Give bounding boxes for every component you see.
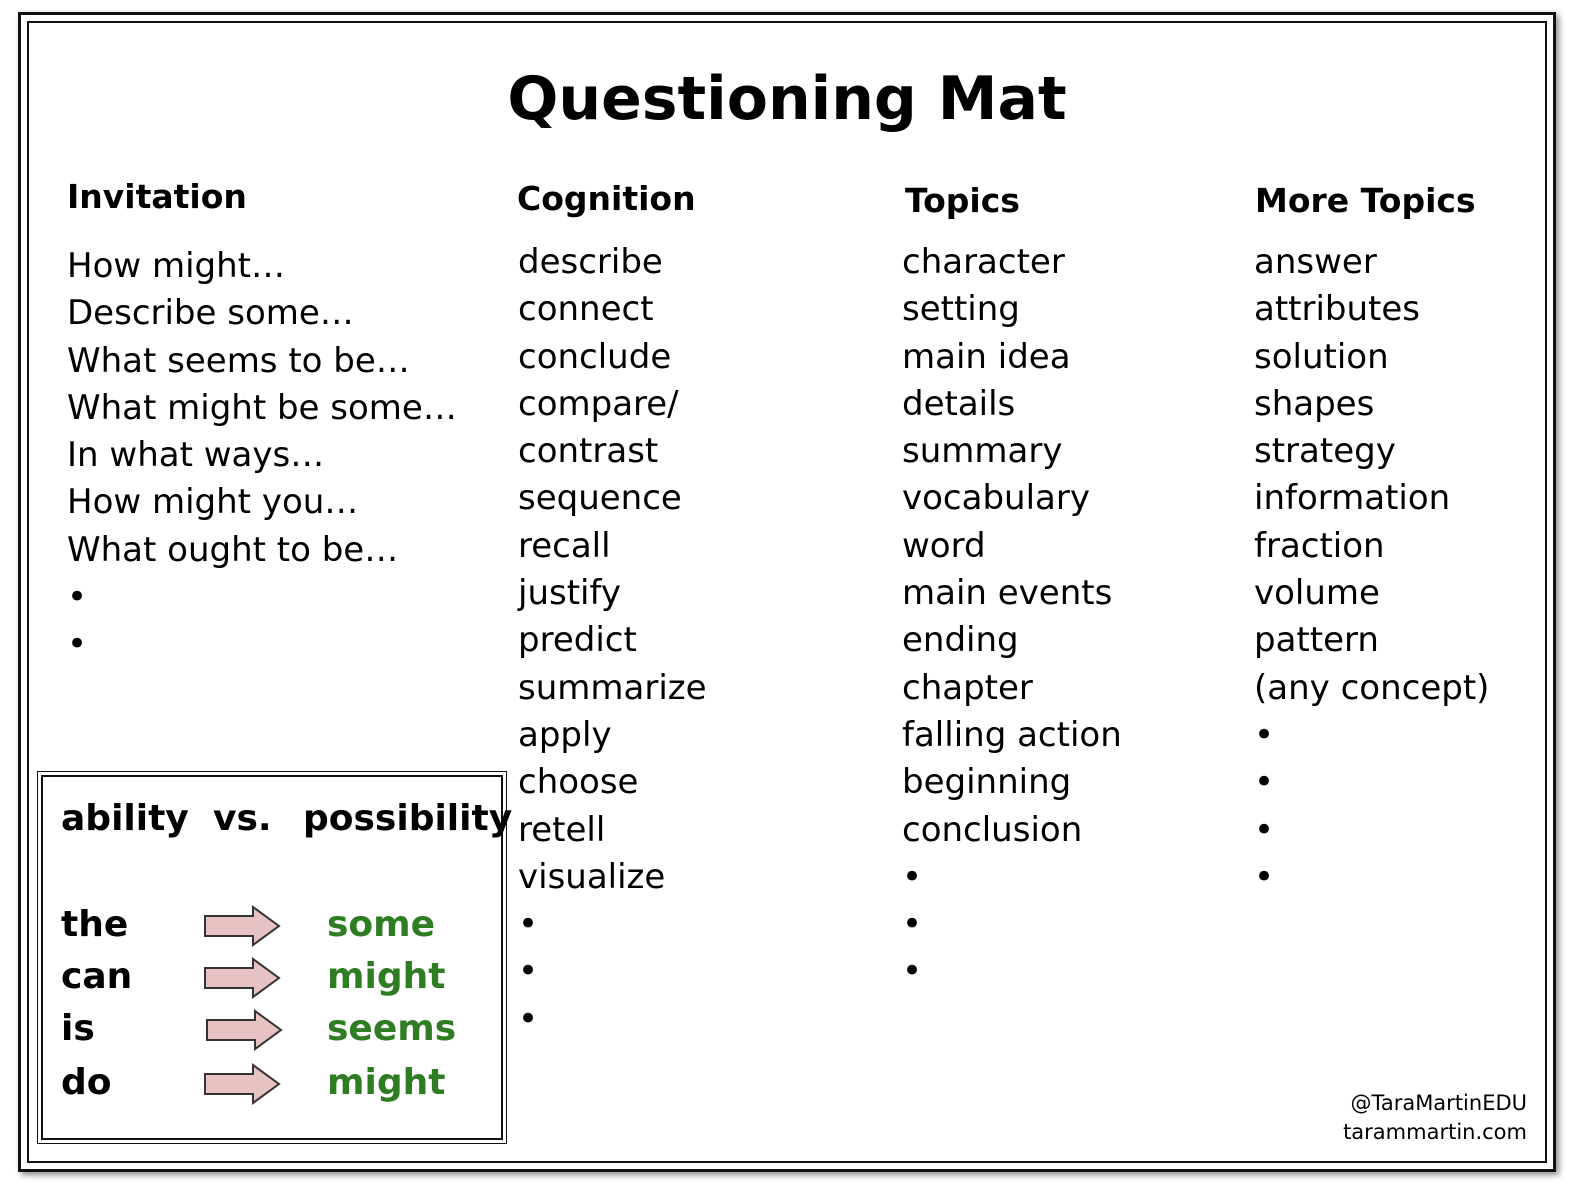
- list-item: main events: [902, 573, 1113, 614]
- list-item: sequence: [518, 478, 682, 519]
- vs-heading: vs.: [213, 798, 272, 839]
- ability-word: is: [61, 1008, 95, 1049]
- list-item: falling action: [902, 714, 1122, 755]
- list-item: connect: [518, 289, 654, 330]
- right-arrow-icon: [203, 905, 281, 947]
- topics-heading: Topics: [905, 181, 1020, 220]
- invitation-list: [67, 243, 457, 669]
- list-item: answer: [1254, 242, 1377, 282]
- list-item: •: [67, 624, 88, 665]
- right-arrow-icon: [205, 1009, 283, 1051]
- list-item: beginning: [902, 762, 1072, 803]
- ability-word: the: [61, 904, 129, 945]
- list-item: vocabulary: [902, 478, 1090, 519]
- list-item: •: [518, 951, 539, 992]
- list-item: chapter: [902, 667, 1033, 708]
- list-item: (any concept): [1254, 667, 1490, 708]
- list-item: conclude: [518, 336, 672, 377]
- list-item: justify: [518, 573, 621, 614]
- list-item: summary: [902, 431, 1063, 472]
- list-item: pattern: [1254, 620, 1379, 661]
- possibility-heading: possibility: [303, 798, 513, 839]
- credit-handle: @TaraMartinEDU: [1350, 1091, 1527, 1115]
- list-item: •: [67, 577, 88, 618]
- list-item: describe: [518, 242, 663, 282]
- ability-word: can: [61, 956, 133, 997]
- swap-row-can: [43, 951, 501, 1003]
- list-item: How might…: [67, 246, 286, 286]
- ability-heading: ability: [61, 798, 189, 839]
- swap-row-the: [43, 899, 501, 951]
- list-item: summarize: [518, 667, 707, 708]
- list-item: How might you…: [67, 482, 359, 523]
- possibility-word: might: [327, 1062, 446, 1103]
- ability-vs-possibility-box: [41, 775, 513, 1140]
- list-item: •: [518, 904, 539, 945]
- list-item: •: [902, 951, 923, 992]
- mat-frame: [18, 12, 1556, 1172]
- list-item: •: [518, 998, 539, 1039]
- page-title: Questioning Mat: [507, 64, 1067, 134]
- right-arrow-icon: [203, 1063, 281, 1105]
- list-item: details: [902, 383, 1016, 424]
- invitation-heading: Invitation: [67, 177, 247, 216]
- list-item: retell: [518, 809, 606, 850]
- list-item: information: [1254, 478, 1451, 519]
- list-item: •: [1254, 762, 1275, 803]
- list-item: recall: [518, 525, 611, 566]
- cognition-heading: Cognition: [517, 179, 696, 218]
- list-item: contrast: [518, 431, 659, 472]
- list-item: strategy: [1254, 431, 1396, 472]
- swap-row-do: [43, 1057, 501, 1109]
- list-item: What seems to be…: [67, 340, 410, 381]
- list-item: •: [1254, 856, 1275, 897]
- list-item: What ought to be…: [67, 529, 399, 570]
- possibility-word: seems: [327, 1008, 457, 1049]
- swap-row-is: [43, 1003, 501, 1055]
- more-topics-heading: More Topics: [1255, 181, 1476, 220]
- list-item: word: [902, 525, 986, 566]
- more-topics-list: [1254, 239, 1489, 901]
- list-item: •: [1254, 714, 1275, 755]
- ability-word: do: [61, 1062, 112, 1103]
- list-item: solution: [1254, 336, 1389, 377]
- right-arrow-icon: [203, 957, 281, 999]
- list-item: What might be some…: [67, 387, 457, 428]
- possibility-word: some: [327, 904, 436, 945]
- list-item: apply: [518, 714, 612, 755]
- list-item: predict: [518, 620, 637, 661]
- list-item: shapes: [1254, 383, 1375, 424]
- list-item: setting: [902, 289, 1020, 330]
- list-item: volume: [1254, 573, 1380, 614]
- topics-list: [902, 239, 1122, 996]
- list-item: Describe some…: [67, 293, 354, 334]
- list-item: character: [902, 242, 1065, 282]
- cognition-list: [518, 239, 707, 1043]
- list-item: compare/: [518, 383, 679, 424]
- list-item: visualize: [518, 856, 666, 897]
- list-item: attributes: [1254, 289, 1421, 330]
- list-item: •: [1254, 809, 1275, 850]
- list-item: ending: [902, 620, 1019, 661]
- credit-website: tarammartin.com: [1343, 1120, 1527, 1144]
- list-item: conclusion: [902, 809, 1083, 850]
- list-item: In what ways…: [67, 435, 325, 476]
- list-item: main idea: [902, 336, 1071, 377]
- list-item: •: [902, 856, 923, 897]
- list-item: fraction: [1254, 525, 1385, 566]
- possibility-word: might: [327, 956, 446, 997]
- list-item: choose: [518, 762, 639, 803]
- list-item: •: [902, 904, 923, 945]
